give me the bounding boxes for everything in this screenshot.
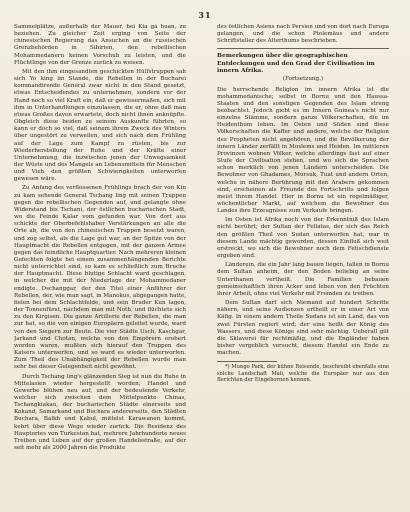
continuation-label: (Fortsetzung.) bbox=[282, 76, 324, 83]
paragraph: Dem Sultan darf sich Niemand auf hundert Schritte nähern, und seine Audienzen ertheilt er in einer Art von Käfig. In einem andern Theile Sudans ist ein Land, das von zwei Fürsten regiert wird; der eine heißt der König des Wassers, und diese Könige sind sehr mächtig. Ueberall gilt die Sklaverei für rechtmäßig, und die Engländer haben bisher vergeblich versucht, diesem Handel ein Ende zu machen. bbox=[217, 300, 389, 357]
article-title: Bemerkungen über die geographischen Entdeckungen und den Grad der Civilisation im innern Afrika. bbox=[217, 52, 375, 75]
paragraph: Durch Tschang ling's glänzenden Sieg ist nun die Ruhe in Mittelasien wieder hergestellt worden; Handel und Gewerbe blühen neu auf, und der bedeutende Verkehr, welcher sich zwischen dem Mittelpunkte Chinas, Tschangkiakau, der bucharischen Städte einerseits und Kokand, Samarkand und Buchara andererseits, den Städten Buchara, Balkh und Kabul, mittelst Karawanen kommt, kehrt über diese Wege wieder zurück. Die Residenz des Hauptortes von Turkestan hat, mehrere Jahrhunderte neues Treiben und Leben auf der großen Handelsstraße, auf der seit mehr als 2000 Jahren die Produkte bbox=[14, 373, 186, 452]
left-column bbox=[14, 24, 186, 504]
paragraph: Zu Anfang des verflossenen Frühlings brach der von Kin zu kam sehende General Tschang ling mit seinen Truppen gegen die rebellischen Gegenden auf, und gelangte ohne Widerstand bis Tschani, der östlichen bucharischen Stadt, wo die Feinde Kalar vom gefunden war. Von dort aus schickte der Oberbefehlshaber Verstärkungen an alle die Orte ab, die von den chinesischen Truppen besetzt waren, und zog selbst, als die Lage gut war, an der Spitze von der Hauptmacht die Rebellen entgegen, mit der ganzen Armee gegen das feindliche Hauptquartier. Nach mehreren kleinen Gefechten folgte bei einem zusammenhängenden Berichte nicht unterrichtet sind, so kam es schließlich zum Bruche der Hauptmacht. Diese blutige Schlacht ward geschlagen, in welcher die mit der Niederlage der Mohammedaner endigte. Dschanggar, der den Titel einer Anführer der Rebellen, der, wie man sagt, in Manokus, abgegangen hatte, fielen bei dem Schlachtfelde, und sein Bruder Kun lagen, der Tonnenfürst, nachdem man mit Noth, und flüchtete sich zu den Kirgisen. Die ganze Artillerie der Rebellen, die man zur hat, so die von einigen Europäern geleitet wurde, ward von den Siegern zur Beute. Die vier Städte Usch, Kaschgar, Jarkand und Chotan, welche von den Empörern erobert worden waren, mußten sich hierauf den Truppen des Kaisers unterwerfen, und so ward es wieder unterworfen. Zum Theil des Unabhängigkeit der Rebellen wurde man sehr bei dieser Gelegenheit nicht gewöhnt. bbox=[14, 185, 186, 371]
footnote-divider bbox=[217, 361, 277, 362]
paragraph: Die herrschende Religion im innern Afrika ist die mohammedanische; selbst in Bornu und den Haussa-Staaten und den sonstigen Gegenden des Islam streng beobachtet. Jedoch giebt es im Innern Guinea's nicht nur einzelne Stämme, sondern ganze Völkerschaften, die im Heidenthum leben. Im Osten und Süden sind diese Völkerschaften die Kaffer und andere, welche der Religion des Propheten nicht angehören, und die Bevölkerung der innern Länder zerfällt in Moslems und Heiden. Im mittleren Provinzen wohnen Völker, welche allerdings fast auf einer Stufe der Civilisation stehen, und wo sich die Sprachen schon merklich von jenen Ländern unterscheiden. Die Bewohner von Ghadames, Mursuk, Tuat und andern Orten, welche in nähere Berührung mit den Arabern gekommen sind, erscheinen als Freunde des Fortschritts und folgen meist ihrem Handel. Hier in Bornu ist ein regelmäßiger, wöchentlicher Markt, auf welchem die Bewohner des Landes ihre Erzeugnisse zum Verkaufe bringen. bbox=[217, 86, 389, 215]
section-divider bbox=[217, 48, 389, 49]
intro-paragraph: des östlichen Asiens nach Persien und von dort nach Europa gelangen, und die schon Ptolemäus und andere Schriftsteller des Alterthums beschrieben. bbox=[217, 24, 389, 45]
paragraph: Mit den ihm eingesandten geschickten Hülfstruppen sah sich Yo king im Stande, die Rebellen in der Bucharei kommandirende General zwar nicht in den Stand gesetzt, etwas Entscheidendes zu unternehmen, sondern vor der Hand noch so viel Kraft ein, daß er gewissermaßen, sich mit ihm in Unterhandlungen einzulassen, die er, ohne daß man etwas Großes davon erwartete, doch nicht ihnen anknüpfte. Obgleich diese beiden zu seinem Auskunfte führten, so kann er doch so viel, daß seinem ihrem Zweck des Winters über ungestört zu verweilen, und sich nach dem Frühling auf der Lage zum Kampf zu rüsten, bis zur Wiederherstellung der Ruhe und der Kräfte einer Unternehmung, die inzwischen jenen der Unwegsamkeit der Wüste und des Mangels an Lebensmitteln für Menschen und Vieh den größten Schwierigkeiten unterworfen gewesen wäre. bbox=[14, 68, 186, 183]
footnote: *) Mungo Park, der kühne Reisende, beschreibt ebenfalls eine solche Landschaft Mali, welche die Europäer nur aus den Berichten der Eingebornen kennen. bbox=[217, 364, 389, 384]
paragraph: Länderein, die ein Jahr lang bauen liegen, fallen in Bornu dem Sultan anheim, der den Boden beliebig an seine Unterthanen vertheilt. Die Familien bebauen gemeinschaftlich ihren Acker und leben von den Früchten ihrer Arbeit, ohne viel Verkehr mit Fremden zu treiben. bbox=[217, 262, 389, 297]
paragraph: Im Osten ist Afrika noch von der Erkenntniß des Islam nicht berührt; der Sultan der Fellatas, der sich das Reich den größten Theil von Sudan unterworfen hat, war in diesem Lande mächtig geworden, dessen Einfluß sich weit erstreckt, wo sich die Bewohner noch dem Fetischdienste ergeben sind. bbox=[217, 217, 389, 260]
page-number: 31 bbox=[198, 10, 212, 20]
paragraph: Sammelplätze, außerhalb der Mauer, bei Kia gá huan, zu beziehen. Zu gleicher Zeit erging von Seite der chinesischen Regierung das Ansuchen an die russischen Grenzbehörden in Sibirien, den rebellischen Mohammedanern keinen Vorschub zu leisten, und die Flüchtlinge von der Grenze zurück zu weisen. bbox=[14, 24, 186, 66]
right-column bbox=[217, 24, 389, 504]
